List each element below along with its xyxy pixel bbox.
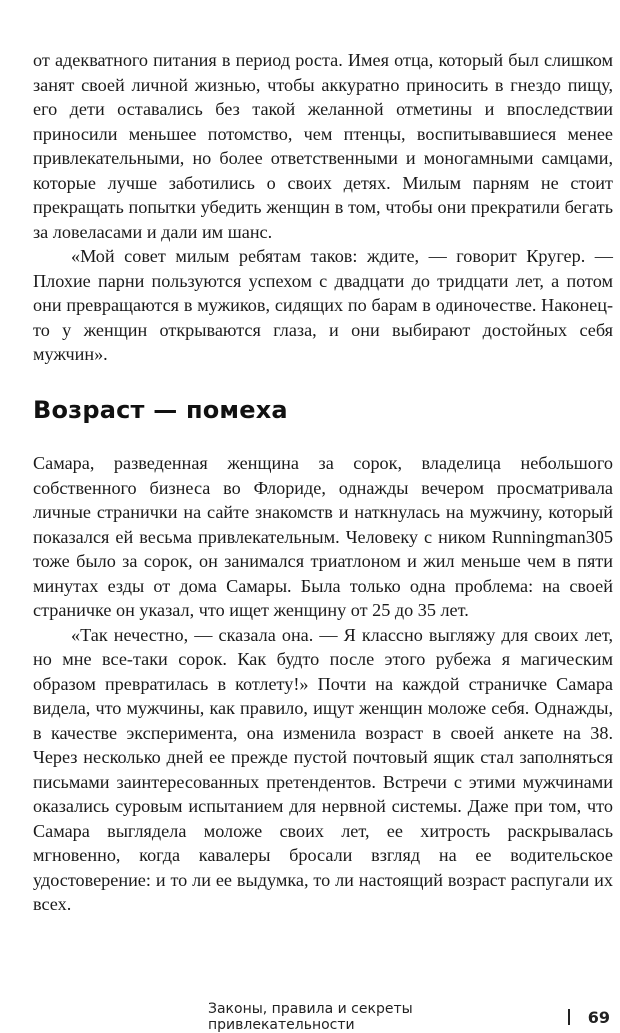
paragraph: от адекватного питания в период роста. Имея отца, который был слишком занят своей личной жизнью, чтобы аккуратно приносить в гнездо пищу, его дети оставались без такой желанной отметины и впоследствии приносили меньшее потомство, чем птенцы, воспитывавшиеся менее привлекательными, но более ответственными и моногамными самцами, которые лучше заботились о своих детях. Милым парням не стоит прекращать попытки убедить женщин в том, чтобы они прекратили бегать за ловеласами и дали им шанс. bbox=[33, 50, 613, 242]
paragraph: «Мой совет милым ребятам таков: ждите, — говорит Кругер. — Плохие парни пользуются успехом с двадцати до тридцати лет, а потом они превращаются в мужиков, сидящих по барам в одиночестве. Наконец-то у женщин открываются глаза, и они выбирают достойных себя мужчин». bbox=[33, 246, 613, 364]
paragraph: Самара, разведенная женщина за сорок, владелица небольшого собственного бизнеса во Флориде, однажды вечером просматривала личные странички на сайте знакомств и наткнулась на мужчину, который показался ей весьма привлекательным. Человеку с ником Runningman305 тоже было за сорок, он занимался триатлоном и жил меньше чем в пяти минутах езды от дома Самары. Была только одна проблема: на своей страничке он указал, что ищет женщину от 25 до 35 лет. bbox=[33, 453, 613, 620]
text-block-top bbox=[33, 48, 613, 367]
running-title: Законы, правила и секреты привлекательности bbox=[208, 1001, 413, 1033]
text-block-bottom bbox=[33, 451, 613, 917]
footer-divider bbox=[568, 1009, 569, 1025]
page-number: 69 bbox=[587, 1007, 610, 1027]
paragraph: «Так нечестно, — сказала она. — Я классно выгляжу для своих лет, но мне все-таки сорок. Как будто после этого рубежа я магическим образом превратилась в котлету!» Почти на каждой страничке Самара видела, что мужчины, как правило, ищут женщин моложе себя. Однажды, в качестве эксперимента, она изменила возраст в своей анкете на 38. Через несколько дней ее прежде пустой почтовый ящик стал заполняться письмами заинтересованных претендентов. Встречи с этими мужчинами оказались суровым испытанием для нервной системы. Даже при том, что Самара выглядела моложе своих лет, ее хитрость раскрывалась мгновенно, когда кавалеры бросали взгляд на ее водительское удостоверение: и то ли ее выдумка, то ли настоящий возраст распугали их всех. bbox=[33, 624, 613, 914]
section-heading: Возраст — помеха bbox=[33, 396, 288, 424]
page-footer bbox=[208, 1001, 610, 1033]
